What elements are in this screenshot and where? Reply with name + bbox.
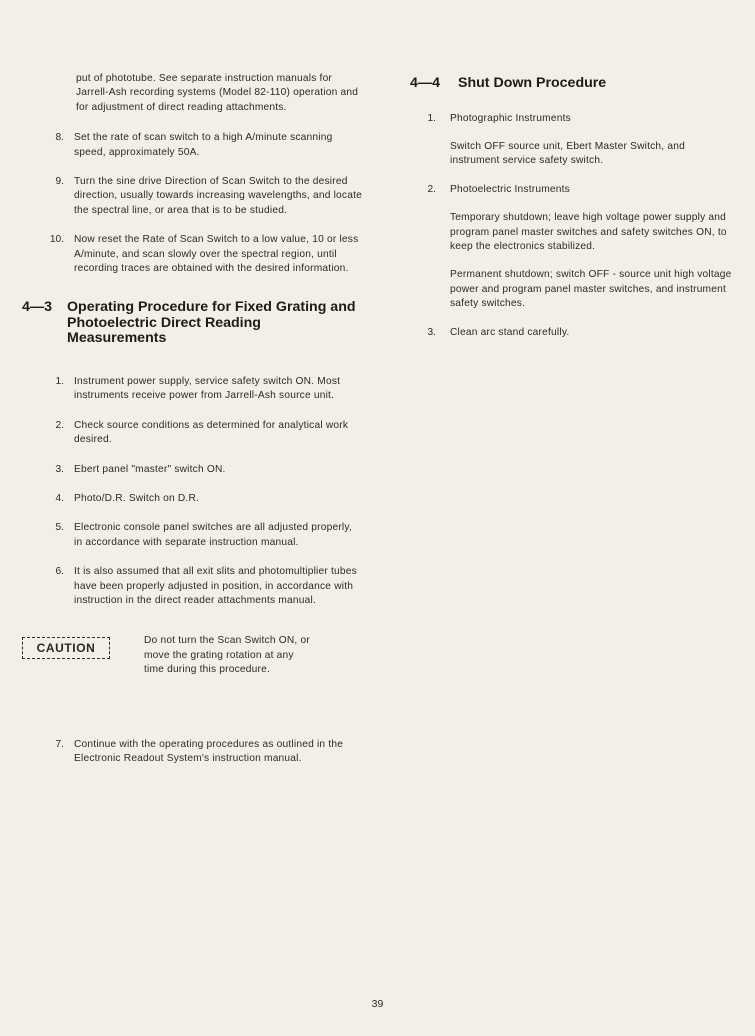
section-number: 4—3 (22, 299, 52, 316)
item-text: Continue with the operating procedures as outlined in the Electronic Readout System's instruction manual. (74, 738, 344, 765)
caution-label: CAUTION (22, 637, 110, 659)
list-item (22, 175, 362, 218)
item-number: 9. (55, 176, 64, 188)
item-subheading: Photoelectric Instruments (450, 183, 570, 195)
list-item (410, 326, 735, 340)
left-column (22, 72, 362, 781)
list-item (22, 131, 362, 160)
list-item (22, 492, 362, 506)
item-paragraph: Clean arc stand carefully. (450, 326, 570, 338)
item-body (450, 112, 735, 169)
item-number: 10. (49, 234, 64, 246)
item-number: 6. (55, 566, 64, 578)
caution-notice (22, 634, 362, 677)
section-heading-4-3 (22, 300, 362, 347)
section-title: Operating Procedure for Fixed Grating and Photoelectric Direct Reading Measurements (67, 299, 356, 347)
list-item (410, 112, 735, 169)
list-item (22, 463, 362, 477)
item-paragraph: Switch OFF source unit, Ebert Master Switch, and instrument service safety switch. (450, 140, 685, 167)
item-text: Photo/D.R. Switch on D.R. (74, 493, 200, 504)
item-subheading: Photographic Instruments (450, 112, 571, 124)
item-number: 8. (55, 132, 64, 144)
list-item (410, 183, 735, 312)
list-item (22, 521, 362, 550)
item-number: 2. (55, 419, 64, 431)
list-item (22, 419, 362, 448)
item-text: Check source conditions as determined for analytical work desired. (74, 419, 349, 446)
item-number: 5. (55, 522, 64, 534)
step-list-b (22, 375, 362, 608)
item-number: 4. (55, 493, 64, 504)
item-number: 1. (55, 375, 64, 387)
item-text: Now reset the Rate of Scan Switch to a low value, 10 or less A/minute, and scan slowly over the spectral region, until recording traces are obtained with the desired information. (74, 234, 359, 275)
item-body (450, 326, 569, 340)
item-number: 7. (55, 738, 64, 750)
list-item (22, 738, 362, 767)
item-text: Ebert panel "master" switch ON. (74, 463, 226, 475)
continuation-paragraph: put of phototube. See separate instruction manuals for Jarrell-Ash recording systems (Model 82-110) operation and for adjustment of direct reading attachments. (76, 73, 359, 113)
item-text: Set the rate of scan switch to a high A/minute scanning speed, approximately 50A. (74, 132, 333, 158)
list-item (22, 375, 362, 404)
item-number: 1. (427, 112, 436, 124)
step-list-a (22, 131, 362, 276)
section-number: 4—4 (410, 75, 440, 91)
caution-text: Do not turn the Scan Switch ON, or move the grating rotation at any time during this procedure. (144, 635, 310, 676)
item-paragraph: Temporary shutdown; leave high voltage power supply and program panel master switches and safety switches ON, to keep the electronics stabilized. (450, 212, 727, 252)
item-body (450, 183, 735, 312)
item-number: 2. (427, 183, 436, 195)
list-item (22, 233, 362, 276)
step-list-c (22, 738, 362, 767)
right-column (410, 76, 735, 354)
item-number: 3. (55, 463, 64, 475)
section-title: Shut Down Procedure (458, 75, 607, 91)
item-text: Electronic console panel switches are all adjusted properly, in accordance with separate instruction manual. (74, 522, 352, 548)
page-number: 39 (371, 998, 384, 1010)
list-item (22, 565, 362, 608)
item-paragraph: Permanent shutdown; switch OFF - source unit high voltage power and program panel master switches, and instrument safety switches. (450, 269, 732, 310)
item-number: 3. (427, 326, 436, 338)
item-text: Turn the sine drive Direction of Scan Switch to the desired direction, usually towards increasing wavelengths, and locate the spectral line, or area that is to be studied. (74, 176, 362, 216)
item-text: Instrument power supply, service safety switch ON. Most instruments receive power from Jarrell-Ash source unit. (74, 375, 341, 402)
section-heading-4-4 (410, 76, 735, 92)
item-text: It is also assumed that all exit slits and photomultiplier tubes have been properly adjusted in position, in accordance with instruction in the direct reader attachments manual. (74, 566, 357, 607)
